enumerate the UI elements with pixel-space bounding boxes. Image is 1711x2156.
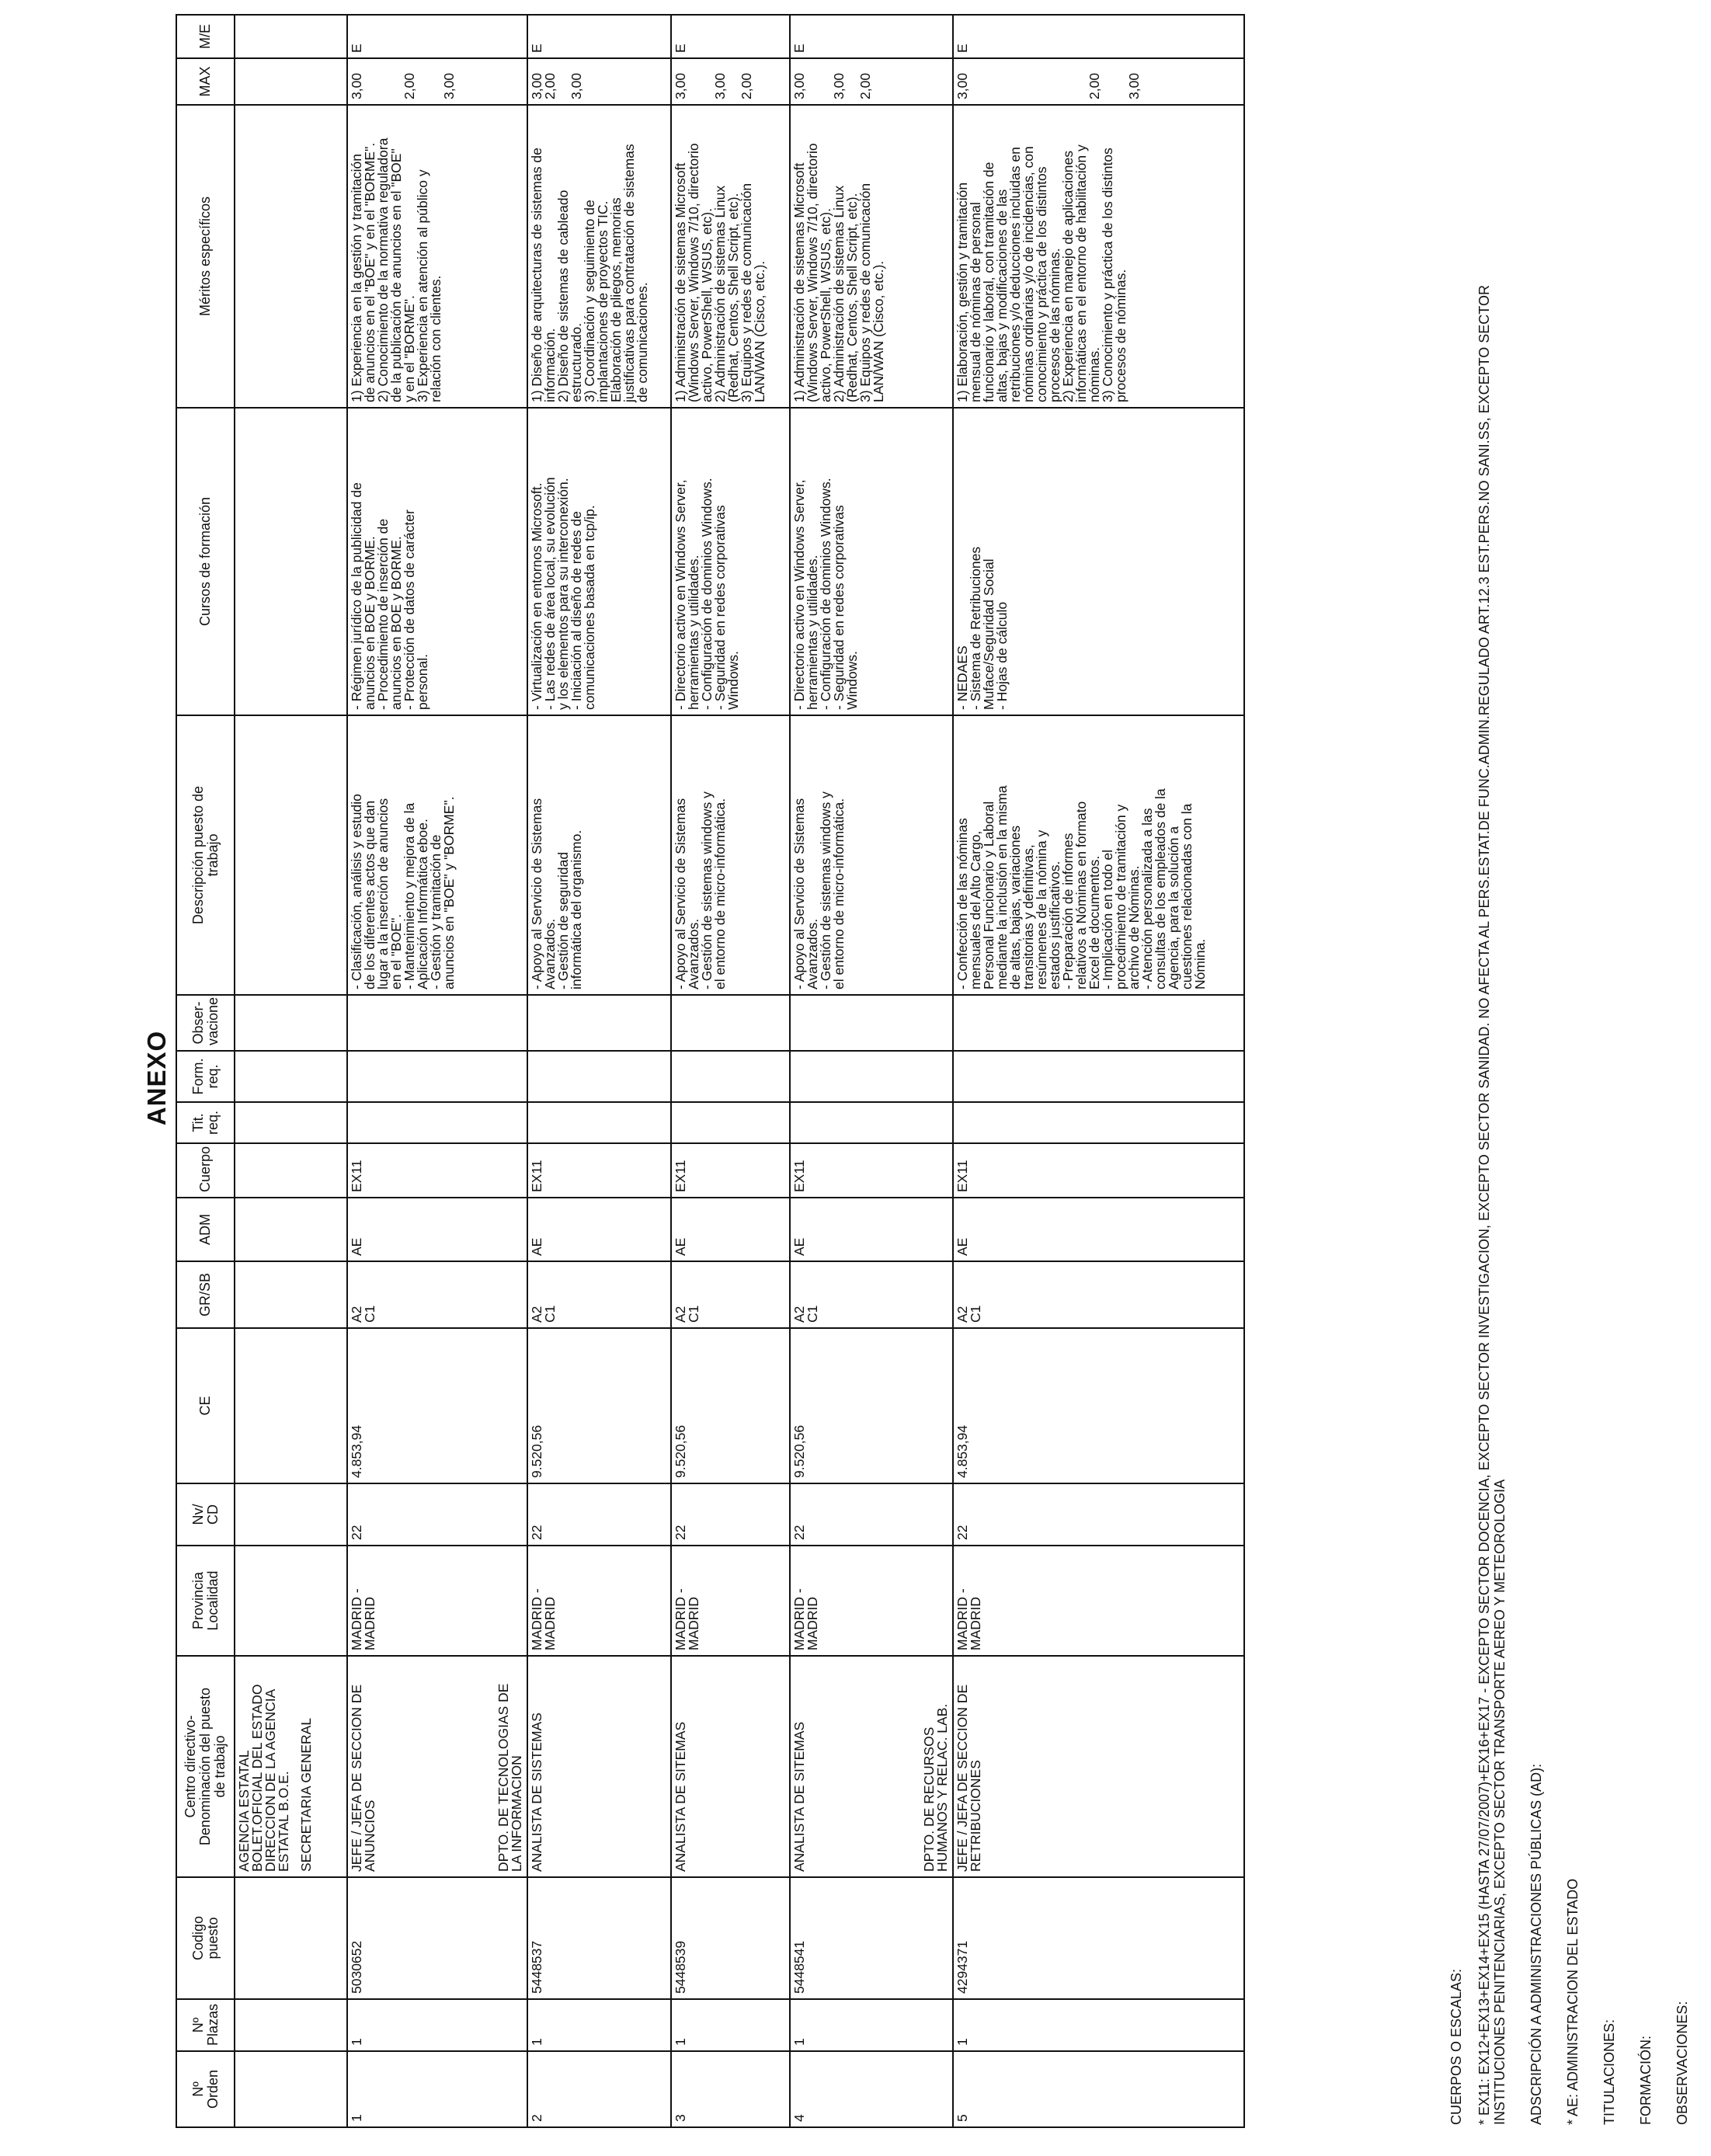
tit-cell <box>347 1102 527 1143</box>
codigo-cell: 5448537 <box>529 1940 544 1994</box>
nivel-cell: 22 <box>791 1525 807 1540</box>
adm-cell: AE <box>955 1237 970 1256</box>
orden-cell: 1 <box>349 2114 364 2122</box>
max-cell: 3,00 3,00 2,00 <box>791 72 873 99</box>
max-cell: 3,00 2,00 3,00 <box>955 72 1142 99</box>
obs-cell <box>671 995 790 1051</box>
header-nivel: Nv/ CD <box>176 1483 235 1546</box>
titulaciones-label: TITULACIONES: <box>1601 2019 1617 2125</box>
header-codigo: Codigo puesto <box>176 1877 235 1999</box>
codigo-cell: 5448539 <box>673 1940 688 1994</box>
me-cell: E <box>529 43 544 53</box>
header-adm: ADM <box>176 1198 235 1261</box>
orden-cell: 5 <box>955 2114 970 2122</box>
header-tit: Tit. req. <box>176 1102 235 1143</box>
nivel-cell: 22 <box>529 1525 544 1540</box>
provincia-cell: MADRID - MADRID <box>673 1588 701 1650</box>
form-cell <box>347 1051 527 1102</box>
cuerpo-cell: EX11 <box>529 1160 544 1192</box>
adm-cell: AE <box>791 1237 807 1256</box>
adm-cell: AE <box>529 1237 544 1256</box>
puesto-name: JEFE / JEFA DE SECCION DE RETRIBUCIONES <box>955 1684 983 1872</box>
cursos-cell: - Virtualización en entornos Microsoft. - Las redes de área local, su evolución y los elementos para su interconexión. - Iniciación al diseño de redes de comunicaciones basada en tcp/ip. <box>529 477 597 710</box>
adm-cell: AE <box>349 1237 364 1256</box>
obs-cell <box>347 995 527 1051</box>
nivel-cell: 22 <box>349 1525 364 1540</box>
observaciones-label: OBSERVACIONES: <box>1674 2001 1690 2125</box>
orden-cell: 3 <box>673 2114 688 2122</box>
plazas-cell: 1 <box>791 2038 807 2046</box>
descripcion-cell: - Clasificación, análisis y estudio de los diferentes actos que dan lugar a la inserción de anuncios en el "BOE". - Mantenimiento y mejora de la Aplicación Informática eboe. - Gestión y tramitación de anuncios en "BOE" y "BORME". <box>349 794 457 989</box>
cuerpo-cell: EX11 <box>349 1160 364 1192</box>
form-cell <box>953 1051 1244 1102</box>
header-meritos: Méritos específicos <box>176 105 235 408</box>
header-centro: Centro directivo- Denominación del puesto de trabajo <box>176 1656 235 1877</box>
me-cell: E <box>791 43 807 53</box>
footer-notes <box>1448 28 1711 2125</box>
gr-cell: A2 C1 <box>955 1305 983 1323</box>
table-row <box>527 15 671 2127</box>
descripcion-cell: - Apoyo al Servicio de Sistemas Avanzados. - Gestión de seguridad informática del organismo. <box>529 798 584 989</box>
anexo-table <box>176 14 1245 2128</box>
me-cell: E <box>349 43 364 53</box>
descripcion-cell: - Apoyo al Servicio de Sistemas Avanzados. - Gestión de sistemas windows y el entorno de micro-informática. <box>673 791 728 989</box>
table-row <box>953 15 1244 2127</box>
orden-cell: 2 <box>529 2114 544 2122</box>
gr-cell: A2 C1 <box>673 1305 701 1323</box>
meritos-cell: 1) Administración de sistemas Microsoft (Windows Server, Windows 7/10, directorio activo, PowerShell, WSUS, etc). 2) Administración de sistemas Linux (Redhat, Centos, Shell Script, etc). 3) Equipos y redes de comunicación LAN/WAN (Cisco, etc.). <box>791 143 886 402</box>
gr-cell: A2 C1 <box>791 1305 820 1323</box>
unit-name: DPTO. DE RECURSOS HUMANOS Y RELAC. LAB. <box>921 1703 950 1872</box>
provincia-cell: MADRID - MADRID <box>955 1588 983 1650</box>
meritos-cell: 1) Administración de sistemas Microsoft (Windows Server, Windows 7/10, directorio activo, PowerShell, WSUS, etc). 2) Administración de sistemas Linux (Redhat, Centos, Shell Script, etc). 3) Equipos y redes de comunicación LAN/WAN (Cisco, etc.). <box>673 143 767 402</box>
formacion-label: FORMACIÓN: <box>1638 2036 1654 2125</box>
header-cuerpo: Cuerpo <box>176 1143 235 1198</box>
ae-note: * AE: ADMINISTRACION DEL ESTADO <box>1565 1878 1581 2125</box>
header-obs: Obser- vacione <box>176 995 235 1051</box>
page-title: ANEXO <box>142 1030 171 1126</box>
meritos-cell: 1) Elaboración, gestión y tramitación mensual de nóminas de personal funcionario y laboral, con tramitación de altas, bajas y modificaciones de las retribuciones y/o deducciones incluidas en nóminas ordinarias y/o de incidencias, con conocimiento y práctica de los distintos procesos de las nóminas. 2) Experiencia en manejo de aplicaciones informáticas en el entorno de habilitación y nóminas. 3) Conocimiento y práctica de los distintos procesos de nóminas. <box>955 144 1128 402</box>
provincia-cell: MADRID - MADRID <box>791 1588 820 1650</box>
cursos-cell: - Directorio activo en Windows Server, herramientas y utilidades. - Configuración de dominios Windows. - Seguridad en redes corporativas Windows. <box>673 478 741 710</box>
descripcion-cell: - Confección de las nóminas mensuales del Alto Cargo, Personal Funcionario y Laboral mediante la inclusión en la misma de altas, bajas, variaciones transitorias y definitivas, resúmenes de la nómina y estados justificativos. - Preparación de informes relativos a Nóminas en formato Excel de documentos. - Implicación en todo el procedimiento de tramitación y archivo de Nóminas. - Atención personalizada a las consultas de los empleados de la Agencia, para la solución a cuestiones relacionadas con la Nómina. <box>955 785 1208 989</box>
tit-cell <box>953 1102 1244 1143</box>
organism-row <box>235 15 347 2127</box>
meritos-cell: 1) Diseño de arquitecturas de sistemas de información. 2) Diseño de sistemas de cableado estructurado. 3) Coordinación y seguimiento de implantaciones de proyectos TIC. Elaboración de pliegos, memorias justificativas para contratación de sistemas de comunicaciones. <box>529 144 650 402</box>
header-descripcion: Descripción puesto de trabajo <box>176 715 235 995</box>
form-cell <box>527 1051 671 1102</box>
cursos-cell: - Régimen jurídico de la publicidad de anuncios en BOE y BORME. - Procedimiento de inserción de anuncios en BOE y BORME. - Protección de datos de carácter personal. <box>349 482 430 710</box>
cursos-cell: - Directorio activo en Windows Server, herramientas y utilidades. - Configuración de dominios Windows. - Seguridad en redes corporativas Windows. <box>791 478 860 710</box>
tit-cell <box>790 1102 953 1143</box>
header-max: MAX <box>176 58 235 105</box>
secretaria-general: SECRETARIA GENERAL <box>298 1717 314 1872</box>
obs-cell <box>953 995 1244 1051</box>
cuerpo-cell: EX11 <box>673 1160 688 1192</box>
table-row <box>790 15 953 2127</box>
header-ce: CE <box>176 1328 235 1483</box>
plazas-cell: 1 <box>529 2038 544 2046</box>
gr-cell: A2 C1 <box>349 1305 377 1323</box>
puesto-name: ANALISTA DE SITEMAS <box>791 1721 807 1872</box>
ex11-note: * EX11: EX12+EX13+EX14+EX15 (HASTA 27/07/2007)+EX16+EX17 - EXCEPTO SECTOR DOCENCIA, EXCEPTO SECTOR INVESTIGACION, EXCEPTO SECTOR SANIDAD. NO AFECTA AL PERS.ESTAT.DE FUNC.ADMIN.REGULADO ART.12.3 EST.PERS.NO SANI.SS, EXCEPTO SECTOR INSTITUCIONES PENITENCIARIAS, EXCEPTO SECTOR TRANSPORTE AEREO Y METEOROLOGIA <box>1476 285 1508 2125</box>
max-cell: 3,00 3,00 2,00 <box>673 72 754 99</box>
nivel-cell: 22 <box>673 1525 688 1540</box>
cuerpos-label: CUERPOS O ESCALAS: <box>1448 1968 1464 2125</box>
max-cell: 3,00 2,00 3,00 <box>349 72 457 99</box>
header-row <box>176 15 235 2127</box>
ce-cell: 9.520,56 <box>791 1424 807 1478</box>
plazas-cell: 1 <box>955 2038 970 2046</box>
header-gr: GR/SB <box>176 1261 235 1328</box>
plazas-cell: 1 <box>673 2038 688 2046</box>
puesto-name: ANALISTA DE SISTEMAS <box>529 1713 544 1872</box>
header-me: M/E <box>176 15 235 58</box>
ce-cell: 9.520,56 <box>673 1424 688 1478</box>
codigo-cell: 4294371 <box>955 1940 970 1994</box>
header-form: Form. req. <box>176 1051 235 1102</box>
header-plazas: Nº Plazas <box>176 1999 235 2051</box>
gr-cell: A2 C1 <box>529 1305 558 1323</box>
puesto-name: ANALISTA DE SITEMAS <box>673 1721 688 1872</box>
cuerpo-cell: EX11 <box>791 1160 807 1192</box>
orden-cell: 4 <box>791 2114 807 2122</box>
me-cell: E <box>955 43 970 53</box>
obs-cell <box>527 995 671 1051</box>
header-orden: Nº Orden <box>176 2051 235 2127</box>
codigo-cell: 5030652 <box>349 1940 364 1994</box>
adm-cell: AE <box>673 1237 688 1256</box>
descripcion-cell: - Apoyo al Servicio de Sistemas Avanzados. - Gestión de sistemas windows y el entorno de micro-informática. <box>791 791 847 989</box>
codigo-cell: 5448541 <box>791 1940 807 1994</box>
provincia-cell: MADRID - MADRID <box>349 1588 377 1650</box>
organism-cell <box>235 1656 347 1877</box>
table-row <box>347 15 527 2127</box>
cuerpo-cell: EX11 <box>955 1160 970 1192</box>
unit-name: DPTO. DE TECNOLOGIAS DE LA INFORMACION <box>496 1683 524 1872</box>
tit-cell <box>527 1102 671 1143</box>
ce-cell: 9.520,56 <box>529 1424 544 1478</box>
header-provincia: Provincia Localidad <box>176 1546 235 1656</box>
header-cursos: Cursos de formación <box>176 408 235 715</box>
provincia-cell: MADRID - MADRID <box>529 1588 558 1650</box>
cursos-cell: - NEDAES - Sistema de Retribuciones Muface/Seguridad Social - Hojas de cálculo <box>955 546 1010 710</box>
form-cell <box>790 1051 953 1102</box>
form-cell <box>671 1051 790 1102</box>
ce-cell: 4.853,94 <box>955 1424 970 1478</box>
meritos-cell: 1) Experiencia en la gestión y tramitación de anuncios en el "BOE" y en el "BORME". 2) Conocimiento de la normativa reguladora de la publicación de anuncios en el "BOE" y en el "BORME". 3) Experiencia en atención al público y relación con clientes. <box>349 137 443 402</box>
organism-name: AGENCIA ESTATAL BOLET.OFICIAL DEL ESTADO DIRECCION DE LA AGENCIA ESTATAL B.O.E. <box>236 1684 291 1872</box>
table-row <box>671 15 790 2127</box>
nivel-cell: 22 <box>955 1525 970 1540</box>
me-cell: E <box>673 43 688 53</box>
adscripcion-label: ADSCRIPCIÓN A ADMINISTRACIONES PÚBLICAS (AD): <box>1528 1763 1544 2125</box>
tit-cell <box>671 1102 790 1143</box>
max-cell: 3,00 2,00 3,00 <box>529 72 584 99</box>
puesto-name: JEFE / JEFA DE SECCION DE ANUNCIOS <box>349 1684 377 1872</box>
plazas-cell: 1 <box>349 2038 364 2046</box>
ce-cell: 4.853,94 <box>349 1424 364 1478</box>
obs-cell <box>790 995 953 1051</box>
